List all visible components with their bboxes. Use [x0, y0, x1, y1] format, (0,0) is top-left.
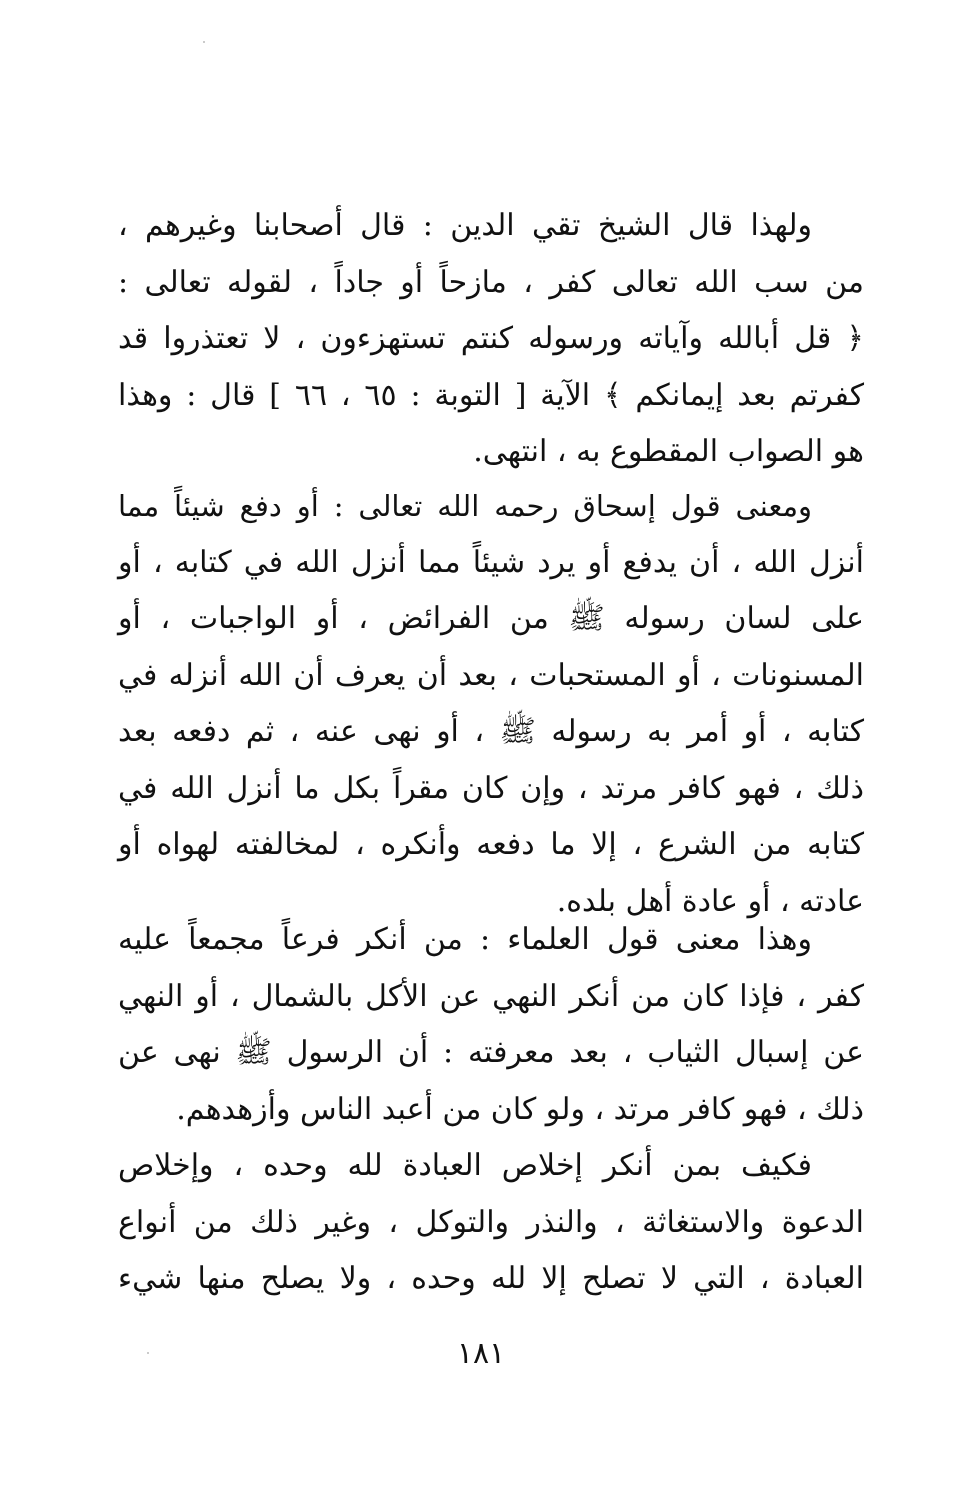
- scan-speck: [203, 41, 205, 43]
- page-number: ١٨١: [456, 1336, 506, 1371]
- text-line: ﴿ قل أبالله وآياته ورسوله كنتم تستهزءون ، لا تعتذروا قد: [118, 321, 864, 356]
- text-line: ولهذا قال الشيخ تقي الدين : قال أصحابنا وغيرهم ،: [118, 208, 812, 243]
- text-line: كفر ، فإذا كان من أنكر النهي عن الأكل بالشمال ، أو النهي: [118, 978, 864, 1014]
- text-line: المسنونات ، أو المستحبات ، بعد أن يعرف أن الله أنزله في: [118, 657, 864, 693]
- paragraph-1: [118, 198, 864, 481]
- paragraph-3: [118, 912, 864, 1138]
- text-line: وهذا معنى قول العلماء : من أنكر فرعاً مجمعاً عليه: [118, 922, 812, 957]
- text-line: ذلك ، فهو كافر مرتد ، ولو كان من أعبد الناس وأزهدهم.: [176, 1091, 864, 1127]
- text-line: هو الصواب المقطوع به ، انتهى.: [473, 434, 864, 469]
- text-line: كتابه من الشرع ، إلا ما دفعه وأنكره ، لمخالفته لهواه أو: [118, 827, 864, 862]
- text-line: عادته ، أو عادة أهل بلده.: [556, 883, 864, 919]
- text-line: من سب الله تعالى كفر ، مازحاً أو جاداً ، لقوله تعالى :: [118, 264, 864, 300]
- text-line: فكيف بمن أنكر إخلاص العبادة لله وحده ، وإخلاص: [118, 1148, 812, 1183]
- text-line: عن إسبال الثياب ، بعد معرفته : أن الرسول ﷺ نهى عن: [118, 1035, 864, 1070]
- text-line: كتابه ، أو أمر به رسوله ﷺ ، أو نهى عنه ، ثم دفعه بعد: [118, 714, 864, 749]
- text-line: العبادة ، التي لا تصلح إلا لله وحده ، ولا يصلح منها شيء: [118, 1261, 864, 1296]
- text-line: ومعنى قول إسحاق رحمه الله تعالى : أو دفع شيئاً مما: [118, 489, 812, 523]
- text-line: ذلك ، فهو كافر مرتد ، وإن كان مقراً بكل ما أنزل الله في: [118, 770, 864, 806]
- text-line: أنزل الله ، أن يدفع أو يرد شيئاً مما أنزل الله في كتابه ، أو: [118, 544, 864, 580]
- text-line: الدعوة والاستغاثة ، والنذر والتوكل ، وغير ذلك من أنواع: [118, 1204, 864, 1240]
- paragraph-4: [118, 1138, 864, 1308]
- text-line: على لسان رسوله ﷺ من الفرائض ، أو الواجبات ، أو: [118, 601, 864, 636]
- text-line: كفرتم بعد إيمانكم ﴾ الآية [ التوبة : ٦٥ ، ٦٦ ] قال : وهذا: [118, 377, 865, 413]
- paragraph-2: [118, 478, 864, 930]
